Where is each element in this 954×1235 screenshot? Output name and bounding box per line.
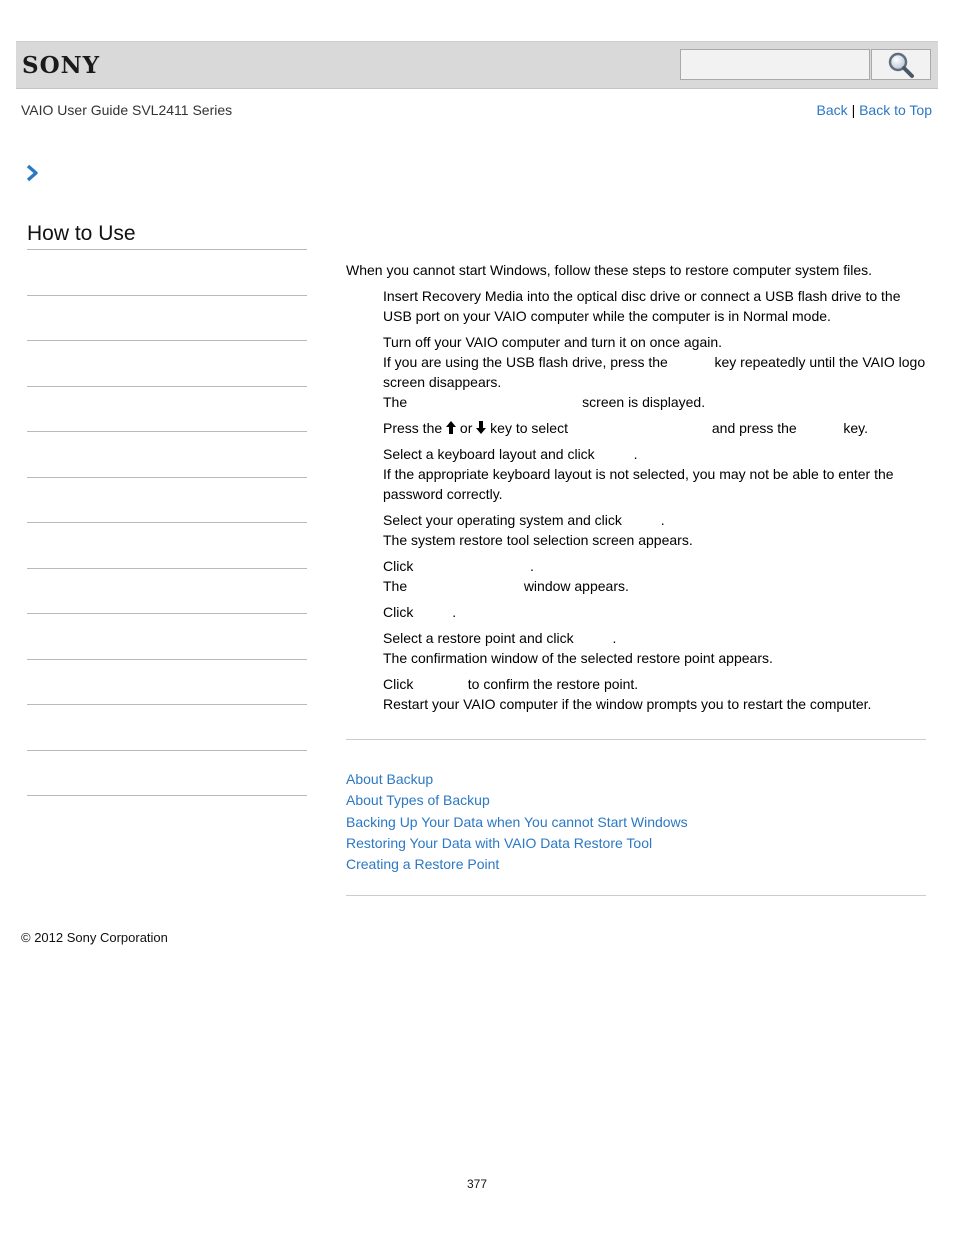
step-text: If you are using the USB flash drive, press the key repeatedly until the VAIO logo	[383, 354, 926, 370]
step-text: If the appropriate keyboard layout is not selected, you may not be able to enter the	[383, 466, 894, 482]
copyright: © 2012 Sony Corporation	[21, 930, 168, 945]
back-to-top-link[interactable]: Back to Top	[859, 102, 932, 118]
step-text-segment: or	[456, 420, 477, 436]
content-divider	[346, 739, 926, 740]
arrow-up-icon	[446, 421, 456, 434]
chevron-right-icon	[25, 164, 41, 182]
sidebar-divider	[27, 431, 307, 432]
step-item	[383, 510, 928, 550]
related-link-backing-up-data[interactable]: Backing Up Your Data when You cannot Start Windows	[346, 813, 688, 830]
step-text: Restart your VAIO computer if the window prompts you to restart the computer.	[383, 696, 872, 712]
nav-separator: |	[851, 102, 856, 118]
sidebar-divider	[27, 750, 307, 751]
related-link-restore-point[interactable]: Creating a Restore Point	[346, 856, 500, 873]
content-divider	[346, 895, 926, 896]
sidebar-divider	[27, 477, 307, 478]
sidebar-divider	[27, 295, 307, 296]
arrow-down-icon	[476, 421, 486, 434]
magnifier-icon	[887, 51, 915, 79]
step-item	[383, 602, 928, 622]
guide-title: VAIO User Guide SVL2411 Series	[21, 102, 233, 118]
search-input[interactable]	[680, 49, 870, 80]
sidebar-divider	[27, 249, 307, 250]
step-text: Turn off your VAIO computer and turn it on once again.	[383, 334, 723, 350]
sidebar-divider	[27, 386, 307, 387]
step-text: screen disappears.	[383, 374, 502, 390]
step-item	[383, 332, 928, 412]
related-link-types-of-backup[interactable]: About Types of Backup	[346, 792, 490, 809]
step-text-segment: Press the	[383, 420, 447, 436]
step-text: password correctly.	[383, 486, 503, 502]
sidebar-divider	[27, 795, 307, 796]
step-text: Click .	[383, 558, 534, 574]
related-link-about-backup[interactable]: About Backup	[346, 771, 434, 787]
step-item	[383, 628, 928, 668]
step-text: Click to confirm the restore point.	[383, 676, 639, 692]
related-links	[346, 769, 688, 875]
related-link-restoring-data[interactable]: Restoring Your Data with VAIO Data Restore Tool	[346, 834, 653, 851]
back-link[interactable]: Back	[816, 102, 848, 118]
section-title: How to Use	[27, 222, 136, 245]
page-number: 377	[466, 1177, 488, 1191]
step-text: The screen is displayed.	[383, 394, 706, 410]
sidebar-divider	[27, 340, 307, 341]
step-text: Select your operating system and click .	[383, 512, 665, 528]
sidebar-divider	[27, 659, 307, 660]
step-text	[383, 418, 928, 438]
top-nav-links	[817, 102, 932, 118]
sidebar-divider	[27, 522, 307, 523]
step-item	[383, 674, 928, 714]
step-text: Click .	[383, 604, 457, 620]
intro-text: When you cannot start Windows, follow these steps to restore computer system files.	[346, 262, 872, 278]
step-item	[383, 286, 928, 326]
step-item	[383, 418, 928, 438]
step-text: The system restore tool selection screen appears.	[383, 532, 693, 548]
steps-list	[383, 286, 928, 720]
sidebar-divider	[27, 568, 307, 569]
header-bar	[16, 41, 938, 89]
sony-logo: SONY	[22, 52, 101, 79]
step-text: Select a restore point and click .	[383, 630, 617, 646]
search-button[interactable]	[871, 49, 931, 80]
sidebar-divider	[27, 704, 307, 705]
sidebar-divider	[27, 613, 307, 614]
step-item	[383, 444, 928, 504]
step-text: The confirmation window of the selected restore point appears.	[383, 650, 773, 666]
step-text: Select a keyboard layout and click .	[383, 446, 638, 462]
step-text-segment: key to select and press the key.	[486, 420, 869, 436]
step-item	[383, 556, 928, 596]
step-text: Insert Recovery Media into the optical disc drive or connect a USB flash drive to the	[383, 288, 901, 304]
step-text: The window appears.	[383, 578, 629, 594]
step-text: USB port on your VAIO computer while the computer is in Normal mode.	[383, 308, 831, 324]
